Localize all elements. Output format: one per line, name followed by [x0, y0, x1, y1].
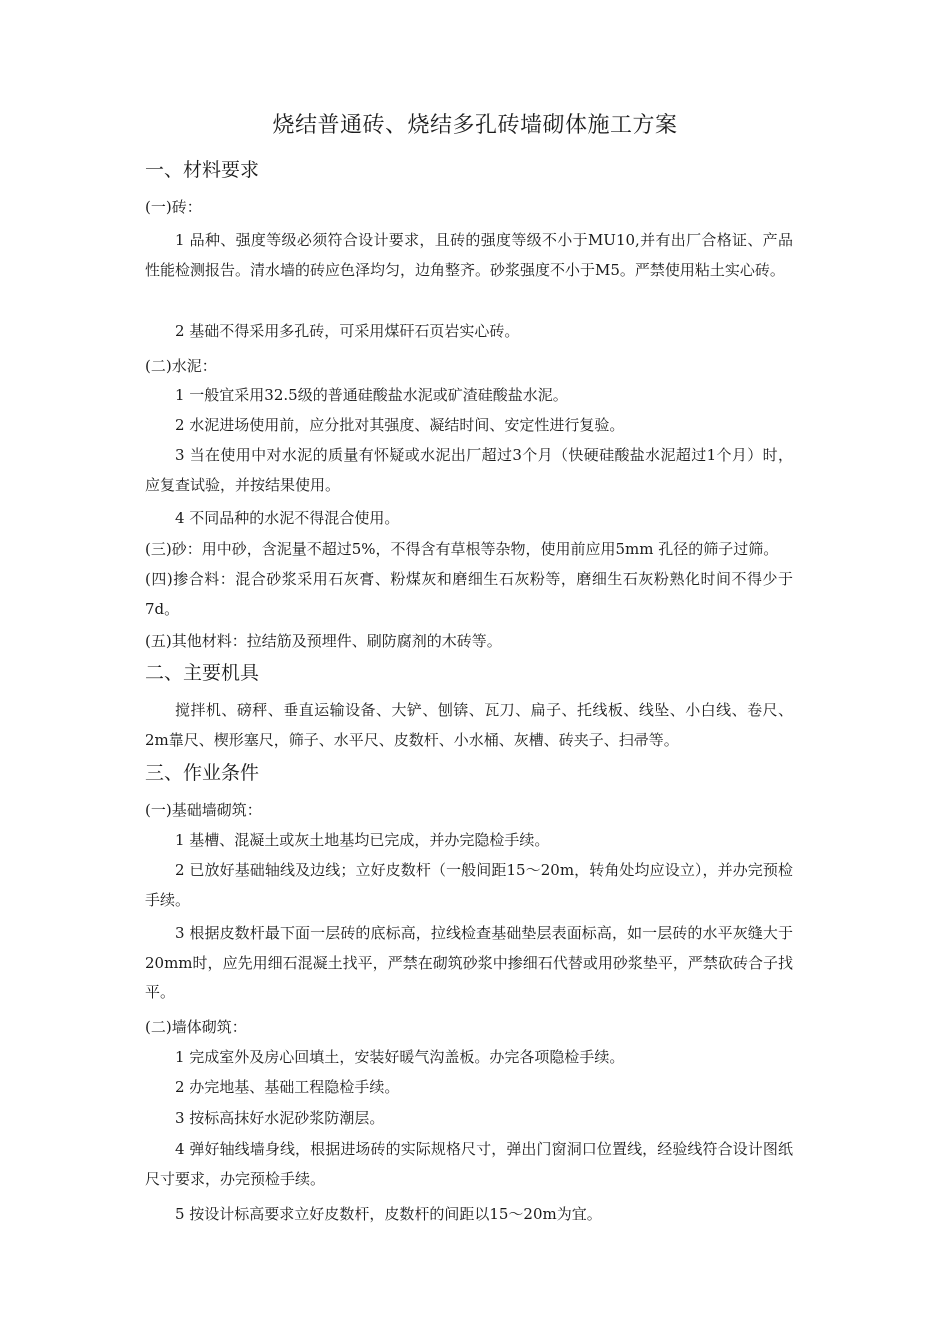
paragraph-tools: 搅拌机、磅秤、垂直运输设备、大铲、刨锛、瓦刀、扁子、托线板、线坠、小白线、卷尺、2m靠尺、楔形塞尺，筛子、水平尺、皮数杆、小水桶、灰槽、砖夹子、扫帚等。 — [145, 701, 793, 749]
paragraph-cement-3: 3 当在使用中对水泥的质量有怀疑或水泥出厂超过3个月（快硬硅酸盐水泥超过1个月）时，应复查试验，并按结果使用。 — [145, 446, 793, 494]
paragraph-brick-1: 1 品种、强度等级必须符合设计要求，且砖的强度等级不小于MU10,并有出厂合格证、产品性能检测报告。清水墙的砖应色泽均匀，边角整齐。砂浆强度不小于M5。严禁使用粘土实心砖。 — [145, 231, 793, 279]
paragraph-other-materials: (五)其他材料：拉结筋及预埋件、刷防腐剂的木砖等。 — [145, 632, 502, 650]
paragraph-wall-2: 2 办完地基、基础工程隐检手续。 — [175, 1078, 400, 1096]
paragraph-cement-2: 2 水泥进场使用前，应分批对其强度、凝结时间、安定性进行复验。 — [175, 416, 625, 434]
paragraph-foundation-1: 1 基槽、混凝土或灰土地基均已完成，并办完隐检手续。 — [175, 831, 550, 849]
subheading-foundation-wall: (一)基础墙砌筑： — [145, 801, 262, 819]
paragraph-cement-1: 1 一般宜采用32.5级的普通硅酸盐水泥或矿渣硅酸盐水泥。 — [175, 386, 568, 404]
paragraph-wall-1: 1 完成室外及房心回填土，安装好暖气沟盖板。办完各项隐检手续。 — [175, 1048, 625, 1066]
subheading-cement: (二)水泥： — [145, 357, 217, 375]
subheading-wall-masonry: (二)墙体砌筑： — [145, 1018, 247, 1036]
paragraph-wall-3: 3 按标高抹好水泥砂浆防潮层。 — [175, 1109, 385, 1127]
section-heading-tools: 二、主要机具 — [145, 662, 260, 684]
paragraph-foundation-3: 3 根据皮数杆最下面一层砖的底标高，拉线检查基础垫层表面标高，如一层砖的水平灰缝大于20mm时，应先用细石混凝土找平，严禁在砌筑砂浆中掺细石代替或用砂浆垫平，严禁砍砖合子找平。 — [145, 924, 793, 1001]
document-title: 烧结普通砖、烧结多孔砖墙砌体施工方案 — [272, 113, 678, 138]
paragraph-admixture: (四)掺合料：混合砂浆采用石灰膏、粉煤灰和磨细生石灰粉等，磨细生石灰粉熟化时间不得少于7d。 — [145, 570, 793, 618]
paragraph-foundation-2: 2 已放好基础轴线及边线；立好皮数杆（一般间距15～20m，转角处均应设立），并办完预检手续。 — [145, 861, 793, 909]
paragraph-wall-5: 5 按设计标高要求立好皮数杆，皮数杆的间距以15～20m为宜。 — [175, 1205, 602, 1223]
paragraph-brick-2: 2 基础不得采用多孔砖，可采用煤矸石页岩实心砖。 — [175, 322, 520, 340]
subheading-brick: (一)砖： — [145, 198, 202, 216]
paragraph-sand: (三)砂：用中砂，含泥量不超过5%，不得含有草根等杂物，使用前应用5mm 孔径的筛子过筛。 — [145, 540, 779, 558]
section-heading-conditions: 三、作业条件 — [145, 762, 260, 784]
section-heading-materials: 一、材料要求 — [145, 159, 260, 181]
paragraph-wall-4: 4 弹好轴线墙身线，根据进场砖的实际规格尺寸，弹出门窗洞口位置线，经验线符合设计图纸尺寸要求，办完预检手续。 — [145, 1140, 793, 1188]
paragraph-cement-4: 4 不同品种的水泥不得混合使用。 — [175, 509, 400, 527]
